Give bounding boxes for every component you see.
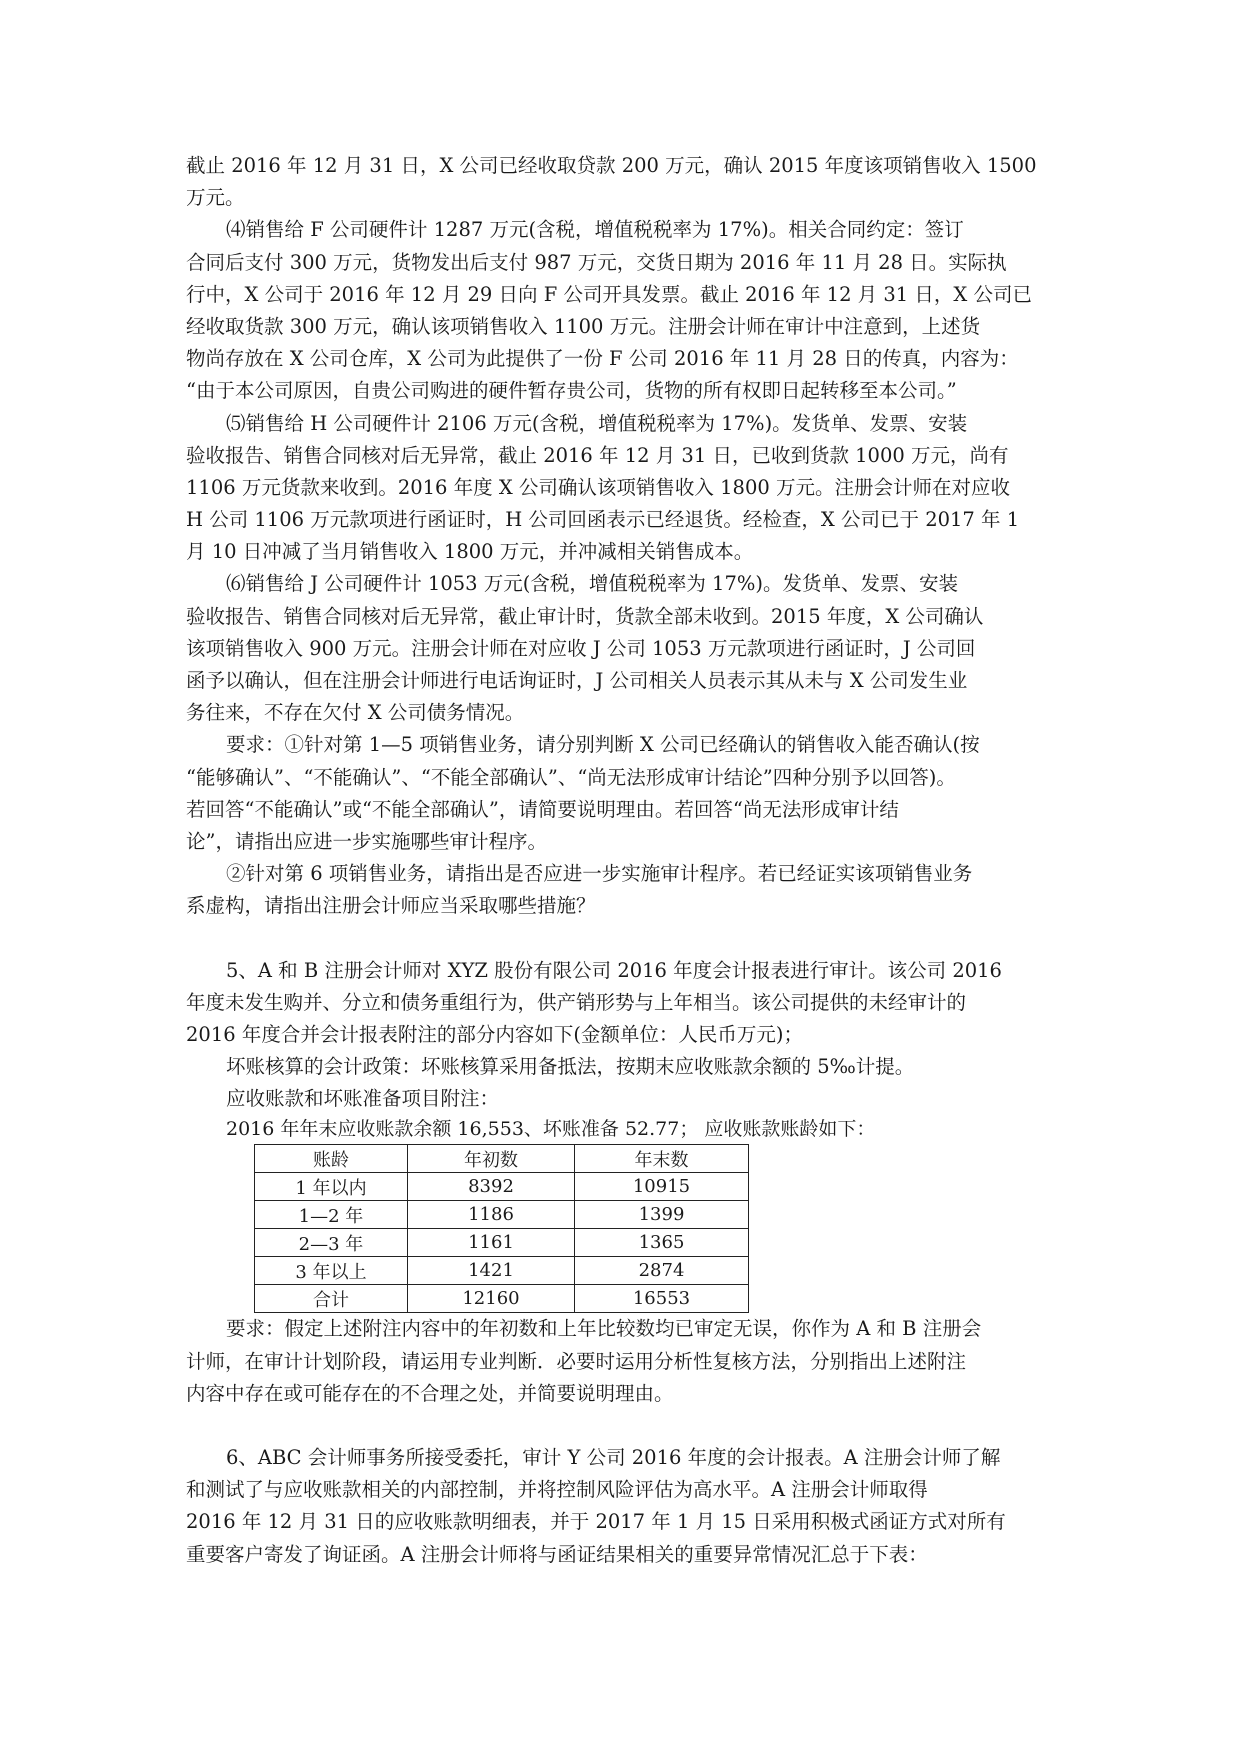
paragraph-gap — [186, 1410, 1050, 1442]
text-line: 万元。 — [186, 186, 245, 210]
text-line: 月 10 日冲减了当月销售收入 1800 万元，并冲减相关销售成本。 — [186, 540, 754, 564]
table-intro: 2016 年年末应收账款余额 16,553、坏账准备 52.77； 应收账款账龄如下： — [226, 1118, 876, 1141]
text-line: 截止 2016 年 12 月 31 日，X 公司已经收取贷款 200 万元，确认 2015 年度该项销售收入 1500 — [186, 154, 1037, 177]
cell-aging: 合计 — [255, 1285, 408, 1313]
text-line: 2016 年度合并会计报表附注的部分内容如下(金额单位：人民币万元)； — [186, 1022, 804, 1046]
cell-opening: 12160 — [408, 1285, 575, 1313]
text-line: 计师，在审计计划阶段，请运用专业判断．必要时运用分析性复核方法，分别指出上述附注 — [186, 1349, 967, 1373]
text-line: H 公司 1106 万元款项进行函证时，H 公司回函表示已经退货。经检查，X 公司已于 2017 年 1 — [186, 508, 1020, 532]
text-line: ⑷销售给 F 公司硬件计 1287 万元(含税，增值税税率为 17%)。相关合同约定：签订 — [226, 218, 964, 242]
cell-closing: 1399 — [575, 1201, 749, 1229]
text-line: 论”，请指出应进一步实施哪些审计程序。 — [186, 829, 547, 853]
cell-aging: 1—2 年 — [255, 1201, 408, 1229]
cell-closing: 10915 — [575, 1173, 749, 1201]
text-line: 要求：假定上述附注内容中的年初数和上年比较数均已审定无误，你作为 A 和 B 注册会 — [226, 1317, 982, 1341]
text-line: 内容中存在或可能存在的不合理之处，并简要说明理由。 — [186, 1381, 674, 1405]
text-line: 重要客户寄发了询证函。A 注册会计师将与函证结果相关的重要异常情况汇总于下表： — [186, 1542, 928, 1566]
table-row — [255, 1173, 749, 1201]
text-line: ⑸销售给 H 公司硬件计 2106 万元(含税，增值税税率为 17%)。发货单、发票、安装 — [226, 411, 968, 435]
section-question-5 — [186, 955, 1050, 1116]
text-line: 要求：①针对第 1—5 项销售业务，请分别判断 X 公司已经确认的销售收入能否确认(按 — [226, 733, 980, 757]
header-aging: 账龄 — [255, 1145, 408, 1173]
text-line: 务往来，不存在欠付 X 公司债务情况。 — [186, 701, 525, 725]
text-line: 年度未发生购并、分立和债务重组行为，供产销形势与上年相当。该公司提供的未经审计的 — [186, 990, 967, 1014]
text-line: 验收报告、销售合同核对后无异常，截止审计时，货款全部未收到。2015 年度，X 公司确认 — [186, 604, 984, 628]
text-line: “由于本公司原因，自贵公司购进的硬件暂存贵公司，货物的所有权即日起转移至本公司。” — [186, 379, 957, 403]
text-line: ②针对第 6 项销售业务，请指出是否应进一步实施审计程序。若已经证实该项销售业务 — [226, 862, 973, 886]
section-requirement — [186, 1313, 1050, 1410]
table-row — [255, 1201, 749, 1229]
section-question-6 — [186, 1442, 1050, 1571]
header-opening: 年初数 — [408, 1145, 575, 1173]
cell-opening: 1186 — [408, 1201, 575, 1229]
text-line: 该项销售收入 900 万元。注册会计师在对应收 J 公司 1053 万元款项进行函证时，J 公司回 — [186, 636, 976, 660]
cell-aging: 2—3 年 — [255, 1229, 408, 1257]
cell-opening: 8392 — [408, 1173, 575, 1201]
text-line: 应收账款和坏账准备项目附注： — [226, 1087, 500, 1111]
text-line: 若回答“不能确认”或“不能全部确认”，请简要说明理由。若回答“尚无法形成审计结 — [186, 797, 899, 821]
text-line: 合同后支付 300 万元，货物发出后支付 987 万元，交货日期为 2016 年 11 月 28 日。实际执 — [186, 250, 1007, 274]
cell-closing: 16553 — [575, 1285, 749, 1313]
cell-aging: 1 年以内 — [255, 1173, 408, 1201]
text-line: “能够确认”、“不能确认”、“不能全部确认”、“尚无法形成审计结论”四种分别予以回答)。 — [186, 765, 956, 789]
text-line: 物尚存放在 X 公司仓库，X 公司为此提供了一份 F 公司 2016 年 11 月 28 日的传真，内容为： — [186, 347, 1019, 371]
aging-table — [254, 1144, 749, 1313]
table-header-row — [255, 1145, 749, 1173]
section-sales-items — [186, 150, 1050, 923]
table-row — [255, 1229, 749, 1257]
table-total-row — [255, 1285, 749, 1313]
cell-closing: 2874 — [575, 1257, 749, 1285]
cell-aging: 3 年以上 — [255, 1257, 408, 1285]
table-row — [255, 1257, 749, 1285]
text-line: ⑹销售给 J 公司硬件计 1053 万元(含税，增值税税率为 17%)。发货单、发票、安装 — [226, 572, 958, 596]
text-line: 经收取货款 300 万元，确认该项销售收入 1100 万元。注册会计师在审计中注意到，上述货 — [186, 314, 981, 338]
text-line: 6、ABC 会计师事务所接受委托，审计 Y 公司 2016 年度的会计报表。A 注册会计师了解 — [226, 1446, 1001, 1469]
text-line: 坏账核算的会计政策：坏账核算采用备抵法，按期末应收账款余额的 5‰计提。 — [226, 1055, 915, 1079]
text-line: 1106 万元货款来收到。2016 年度 X 公司确认该项销售收入 1800 万元。注册会计师在对应收 — [186, 475, 1010, 499]
text-line: 和测试了与应收账款相关的内部控制，并将控制风险评估为高水平。A 注册会计师取得 — [186, 1478, 928, 1502]
text-line: 系虚构，请指出注册会计师应当采取哪些措施？ — [186, 894, 596, 918]
cell-opening: 1161 — [408, 1229, 575, 1257]
text-line: 2016 年 12 月 31 日的应收账款明细表，并于 2017 年 1 月 15 日采用积极式函证方式对所有 — [186, 1510, 1006, 1534]
text-line: 5、A 和 B 注册会计师对 XYZ 股份有限公司 2016 年度会计报表进行审计。该公司 2016 — [226, 958, 1002, 982]
cell-opening: 1421 — [408, 1257, 575, 1285]
document-page — [186, 150, 1050, 1571]
text-line: 验收报告、销售合同核对后无异常，截止 2016 年 12 月 31 日，已收到货款 1000 万元，尚有 — [186, 443, 1009, 467]
text-line: 函予以确认，但在注册会计师进行电话询证时，J 公司相关人员表示其从未与 X 公司发生业 — [186, 669, 968, 692]
paragraph-gap — [186, 923, 1050, 955]
header-closing: 年末数 — [575, 1145, 749, 1173]
cell-closing: 1365 — [575, 1229, 749, 1257]
text-line: 行中，X 公司于 2016 年 12 月 29 日向 F 公司开具发票。截止 2016 年 12 月 31 日，X 公司已 — [186, 282, 1032, 306]
